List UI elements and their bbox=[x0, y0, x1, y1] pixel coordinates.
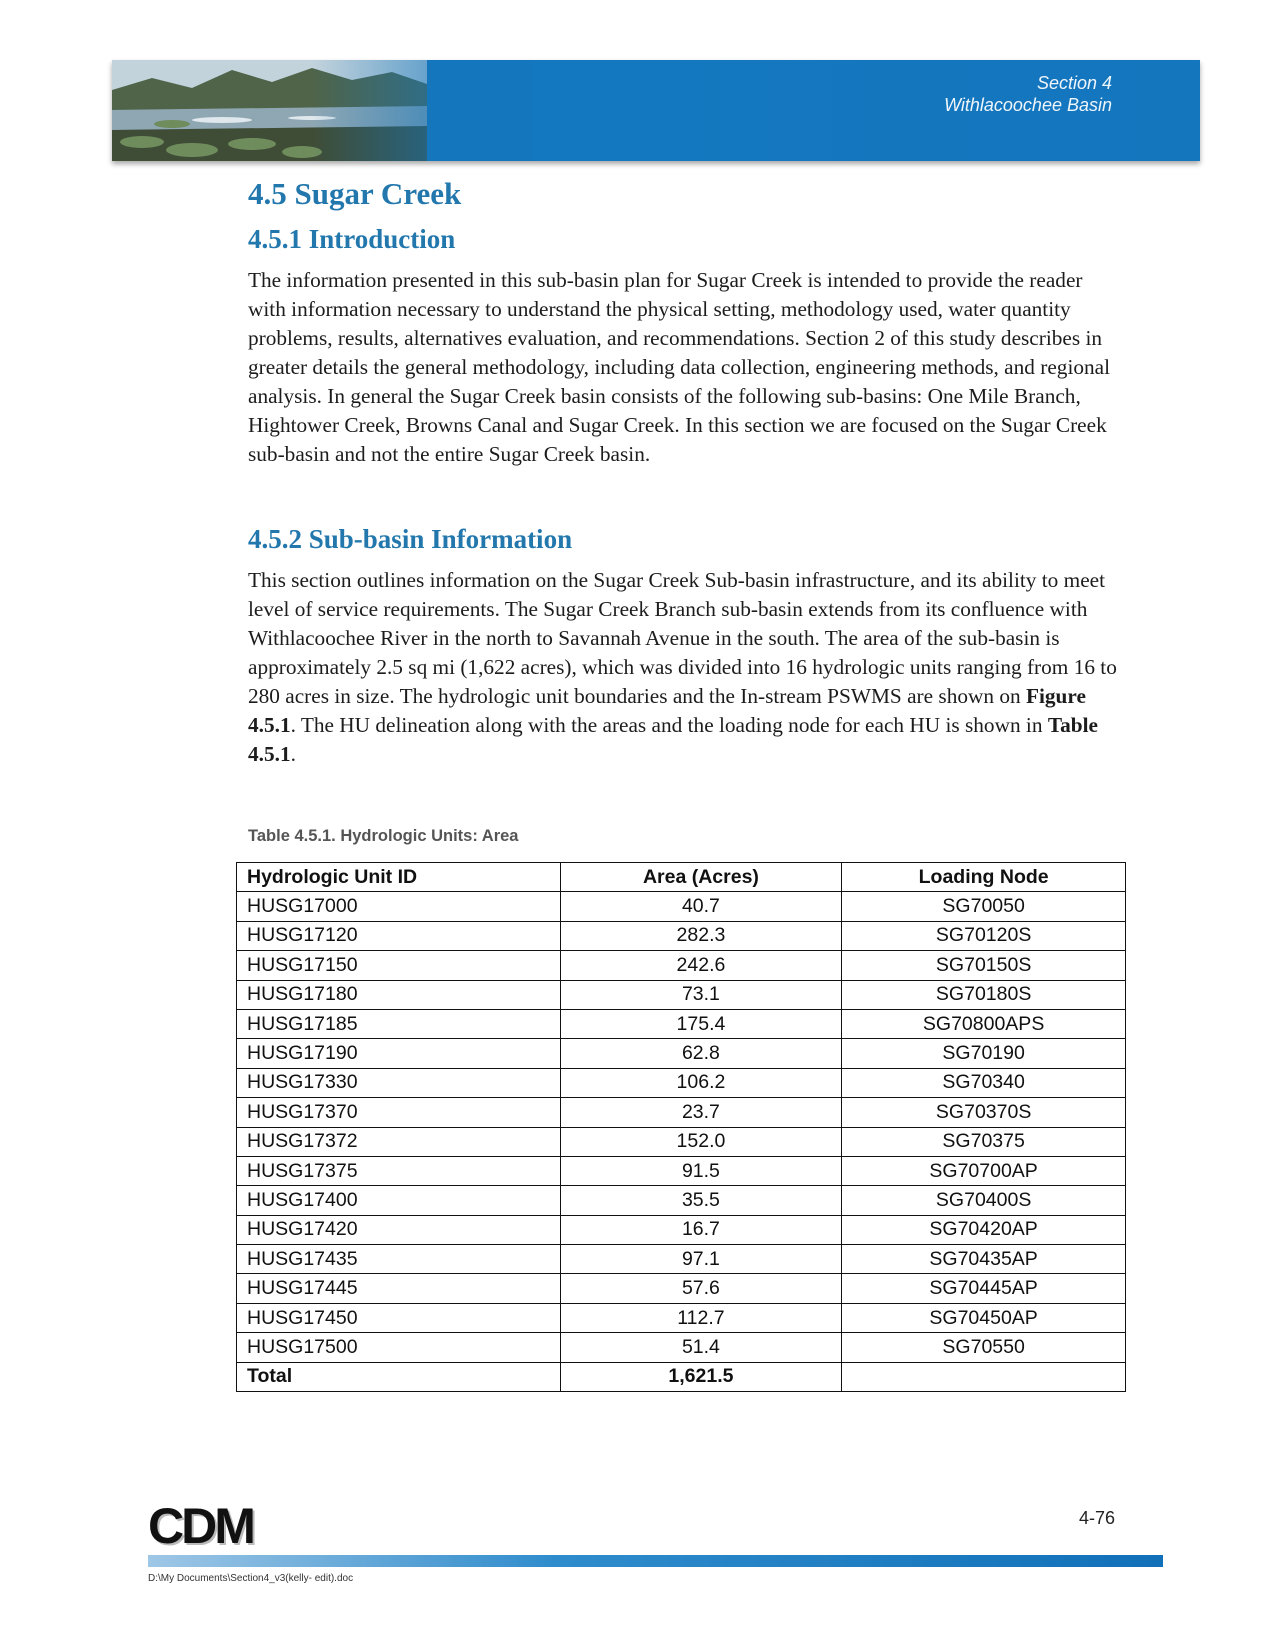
table-row bbox=[237, 1274, 1126, 1303]
table-row bbox=[237, 921, 1126, 950]
hu-id-cell: HUSG17190 bbox=[237, 1039, 561, 1068]
subbasin-text-part-1: This section outlines information on the Sugar Creek Sub-basin infrastructure, and its ability to meet level of service requirements. The Sugar Creek Branch sub-basin extends from its confluence with Withlacoochee River in the north to Savannah Avenue in the south. The area of the sub-basin is approximately 2.5 sq mi (1,622 acres), which was divided into 16 hydrologic units ranging from 16 to 280 acres in size. The hydrologic unit boundaries and the In-stream PSWMS are shown on bbox=[248, 568, 1117, 708]
table-row bbox=[237, 1215, 1126, 1244]
table-body bbox=[237, 892, 1126, 1392]
hu-id-cell: HUSG17000 bbox=[237, 892, 561, 921]
page-title: 4.5 Sugar Creek bbox=[248, 176, 462, 211]
total-label-cell: Total bbox=[237, 1362, 561, 1391]
area-cell: 242.6 bbox=[560, 951, 842, 980]
subbasin-heading: 4.5.2 Sub-basin Information bbox=[248, 524, 573, 554]
hu-id-cell: HUSG17185 bbox=[237, 1009, 561, 1038]
loading-node-cell: SG70445AP bbox=[842, 1274, 1126, 1303]
table-row bbox=[237, 1127, 1126, 1156]
area-cell: 23.7 bbox=[560, 1098, 842, 1127]
loading-node-cell: SG70375 bbox=[842, 1127, 1126, 1156]
table-row bbox=[237, 1303, 1126, 1332]
hydrologic-units-table bbox=[236, 862, 1126, 1392]
area-cell: 112.7 bbox=[560, 1303, 842, 1332]
hu-id-cell: HUSG17120 bbox=[237, 921, 561, 950]
section-number: Section 4 bbox=[1036, 73, 1112, 93]
header-loading-node: Loading Node bbox=[842, 863, 1126, 892]
area-cell: 16.7 bbox=[560, 1215, 842, 1244]
hu-id-cell: HUSG17370 bbox=[237, 1098, 561, 1127]
area-cell: 282.3 bbox=[560, 921, 842, 950]
loading-node-cell: SG70180S bbox=[842, 980, 1126, 1009]
header-banner bbox=[112, 60, 1200, 161]
hu-id-cell: HUSG17330 bbox=[237, 1068, 561, 1097]
table-row bbox=[237, 1156, 1126, 1185]
hu-id-cell: HUSG17450 bbox=[237, 1303, 561, 1332]
hu-id-cell: HUSG17372 bbox=[237, 1127, 561, 1156]
hu-id-cell: HUSG17150 bbox=[237, 951, 561, 980]
figure-reference: Figure 4.5.1 bbox=[248, 684, 1086, 737]
hu-id-cell: HUSG17500 bbox=[237, 1333, 561, 1362]
introduction-paragraph: The information presented in this sub-basin plan for Sugar Creek is intended to provide the reader with information necessary to understand the physical setting, methodology used, water quantity problems, results, alternatives evaluation, and recommendations. Section 2 of this study describes in greater details the general methodology, including data collection, engineering methods, and regional analysis. In general the Sugar Creek basin consists of the following sub-basins: One Mile Branch, Hightower Creek, Browns Canal and Sugar Creek. In this section we are focused on the Sugar Creek sub-basin and not the entire Sugar Creek basin. bbox=[248, 268, 1111, 466]
area-cell: 35.5 bbox=[560, 1186, 842, 1215]
loading-node-cell: SG70370S bbox=[842, 1098, 1126, 1127]
loading-node-cell: SG70150S bbox=[842, 951, 1126, 980]
area-cell: 152.0 bbox=[560, 1127, 842, 1156]
loading-node-cell: SG70435AP bbox=[842, 1245, 1126, 1274]
area-cell: 91.5 bbox=[560, 1156, 842, 1185]
table-reference: Table 4.5.1 bbox=[248, 713, 1098, 766]
area-cell: 97.1 bbox=[560, 1245, 842, 1274]
table-row bbox=[237, 1245, 1126, 1274]
cdm-logo: CDM bbox=[148, 1498, 253, 1554]
header-hydrologic-unit-id: Hydrologic Unit ID bbox=[237, 863, 561, 892]
loading-node-cell: SG70550 bbox=[842, 1333, 1126, 1362]
table-row bbox=[237, 1009, 1126, 1038]
hu-id-cell: HUSG17435 bbox=[237, 1245, 561, 1274]
loading-node-cell: SG70340 bbox=[842, 1068, 1126, 1097]
area-cell: 73.1 bbox=[560, 980, 842, 1009]
table-row bbox=[237, 1333, 1126, 1362]
area-cell: 57.6 bbox=[560, 1274, 842, 1303]
table-caption: Table 4.5.1. Hydrologic Units: Area bbox=[248, 827, 519, 845]
area-cell: 175.4 bbox=[560, 1009, 842, 1038]
table-row bbox=[237, 1039, 1126, 1068]
area-cell: 62.8 bbox=[560, 1039, 842, 1068]
loading-node-cell: SG70190 bbox=[842, 1039, 1126, 1068]
loading-node-cell: SG70400S bbox=[842, 1186, 1126, 1215]
loading-node-cell: SG70420AP bbox=[842, 1215, 1126, 1244]
table-row bbox=[237, 1186, 1126, 1215]
total-area-cell: 1,621.5 bbox=[560, 1362, 842, 1391]
loading-node-cell: SG70700AP bbox=[842, 1156, 1126, 1185]
loading-node-cell: SG70120S bbox=[842, 921, 1126, 950]
table-total-row bbox=[237, 1362, 1126, 1391]
hu-id-cell: HUSG17375 bbox=[237, 1156, 561, 1185]
hu-id-cell: HUSG17400 bbox=[237, 1186, 561, 1215]
area-cell: 40.7 bbox=[560, 892, 842, 921]
table-row bbox=[237, 1068, 1126, 1097]
hu-id-cell: HUSG17445 bbox=[237, 1274, 561, 1303]
page-number: 4-76 bbox=[1078, 1508, 1115, 1528]
header-area: Area (Acres) bbox=[560, 863, 842, 892]
subbasin-paragraph bbox=[248, 566, 1118, 769]
total-node-cell bbox=[842, 1362, 1126, 1391]
hu-id-cell: HUSG17180 bbox=[237, 980, 561, 1009]
loading-node-cell: SG70800APS bbox=[842, 1009, 1126, 1038]
subbasin-text-end: . bbox=[290, 742, 296, 766]
footer-divider-bar bbox=[148, 1555, 1163, 1567]
table-row bbox=[237, 980, 1126, 1009]
basin-name: Withlacoochee Basin bbox=[944, 95, 1112, 115]
header-fade-overlay bbox=[312, 60, 532, 161]
subbasin-text-part-2: . The HU delineation along with the areas and the loading node for each HU is shown in bbox=[290, 713, 1048, 737]
document-file-path: D:\My Documents\Section4_v3(kelly- edit).doc bbox=[148, 1573, 354, 1584]
introduction-heading: 4.5.1 Introduction bbox=[248, 224, 456, 254]
table-row bbox=[237, 1098, 1126, 1127]
loading-node-cell: SG70050 bbox=[842, 892, 1126, 921]
area-cell: 51.4 bbox=[560, 1333, 842, 1362]
header-section-label bbox=[944, 72, 1112, 116]
hu-id-cell: HUSG17420 bbox=[237, 1215, 561, 1244]
table-header-row bbox=[237, 863, 1126, 892]
table-row bbox=[237, 892, 1126, 921]
area-cell: 106.2 bbox=[560, 1068, 842, 1097]
table-row bbox=[237, 951, 1126, 980]
loading-node-cell: SG70450AP bbox=[842, 1303, 1126, 1332]
